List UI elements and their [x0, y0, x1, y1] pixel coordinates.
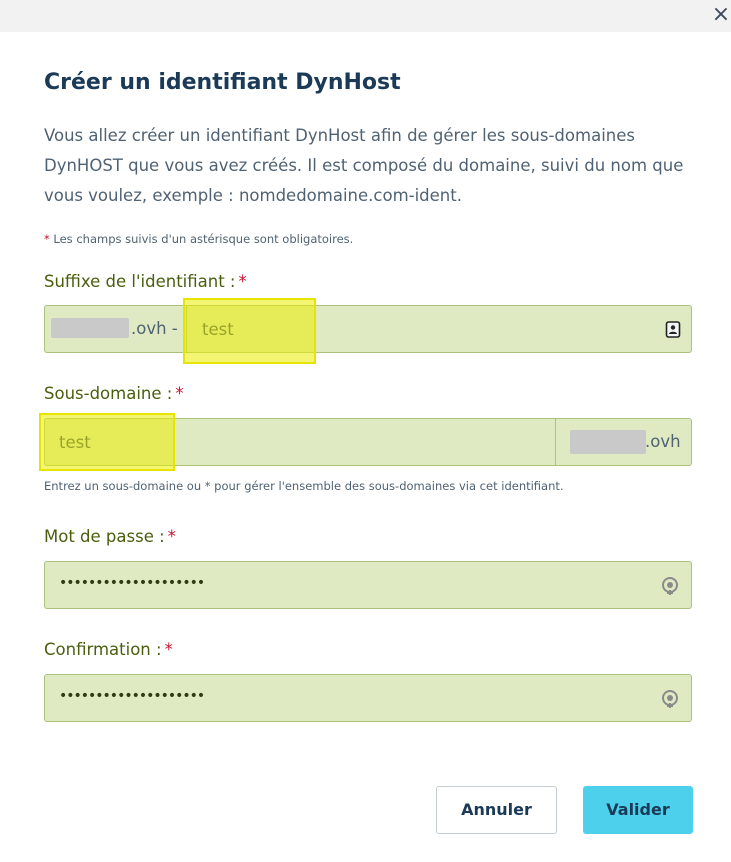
password-reveal-icon[interactable]: [661, 576, 679, 596]
subdomain-help-text: Entrez un sous-domaine ou * pour gérer l'ensemble des sous-domaines via cet identifiant.: [44, 479, 564, 493]
suffix-field: [44, 305, 692, 353]
dialog-topbar: [0, 0, 731, 32]
confirmation-field[interactable]: [44, 674, 692, 722]
submit-button[interactable]: Valider: [583, 786, 693, 834]
suffix-prefix-addon: .ovh -: [131, 319, 178, 338]
dialog-title: Créer un identifiant DynHost: [44, 70, 401, 95]
redacted-domain: [570, 430, 646, 454]
required-fields-note: [44, 232, 353, 246]
subdomain-label-text: Sous-domaine :: [44, 384, 173, 403]
redacted-domain: [51, 318, 129, 338]
cancel-button[interactable]: Annuler: [436, 786, 557, 834]
required-star: *: [44, 232, 50, 246]
dialog-intro: Vous allez créer un identifiant DynHost afin de gérer les sous-domaines DynHOST que vous avez créés. Il est composé du domaine, suivi du nom que vous voulez, exemple : nomdedomaine.com-ident.: [44, 126, 684, 205]
subdomain-value-highlight: [39, 413, 175, 471]
subdomain-label: [44, 384, 184, 403]
suffix-label: [44, 272, 247, 291]
password-required-star: *: [167, 527, 176, 546]
password-field[interactable]: [44, 561, 692, 609]
confirmation-required-star: *: [164, 640, 173, 659]
confirmation-label: [44, 640, 173, 659]
subdomain-required-star: *: [175, 384, 184, 403]
addon-divider: [555, 419, 556, 465]
password-label: [44, 527, 176, 546]
required-note-text: Les champs suivis d'un astérisque sont obligatoires.: [53, 232, 354, 246]
suffix-value-highlight: [183, 298, 316, 364]
contact-card-icon[interactable]: [665, 321, 681, 338]
password-label-text: Mot de passe :: [44, 527, 165, 546]
password-input[interactable]: ••••••••••••••••••••: [59, 575, 205, 591]
confirmation-input[interactable]: ••••••••••••••••••••: [59, 688, 205, 704]
confirmation-label-text: Confirmation :: [44, 640, 162, 659]
password-reveal-icon[interactable]: [661, 689, 679, 709]
suffix-required-star: *: [238, 272, 247, 291]
suffix-label-text: Suffixe de l'identifiant :: [44, 272, 236, 291]
close-icon[interactable]: ×: [711, 2, 731, 27]
subdomain-suffix-addon: .ovh: [645, 432, 681, 451]
